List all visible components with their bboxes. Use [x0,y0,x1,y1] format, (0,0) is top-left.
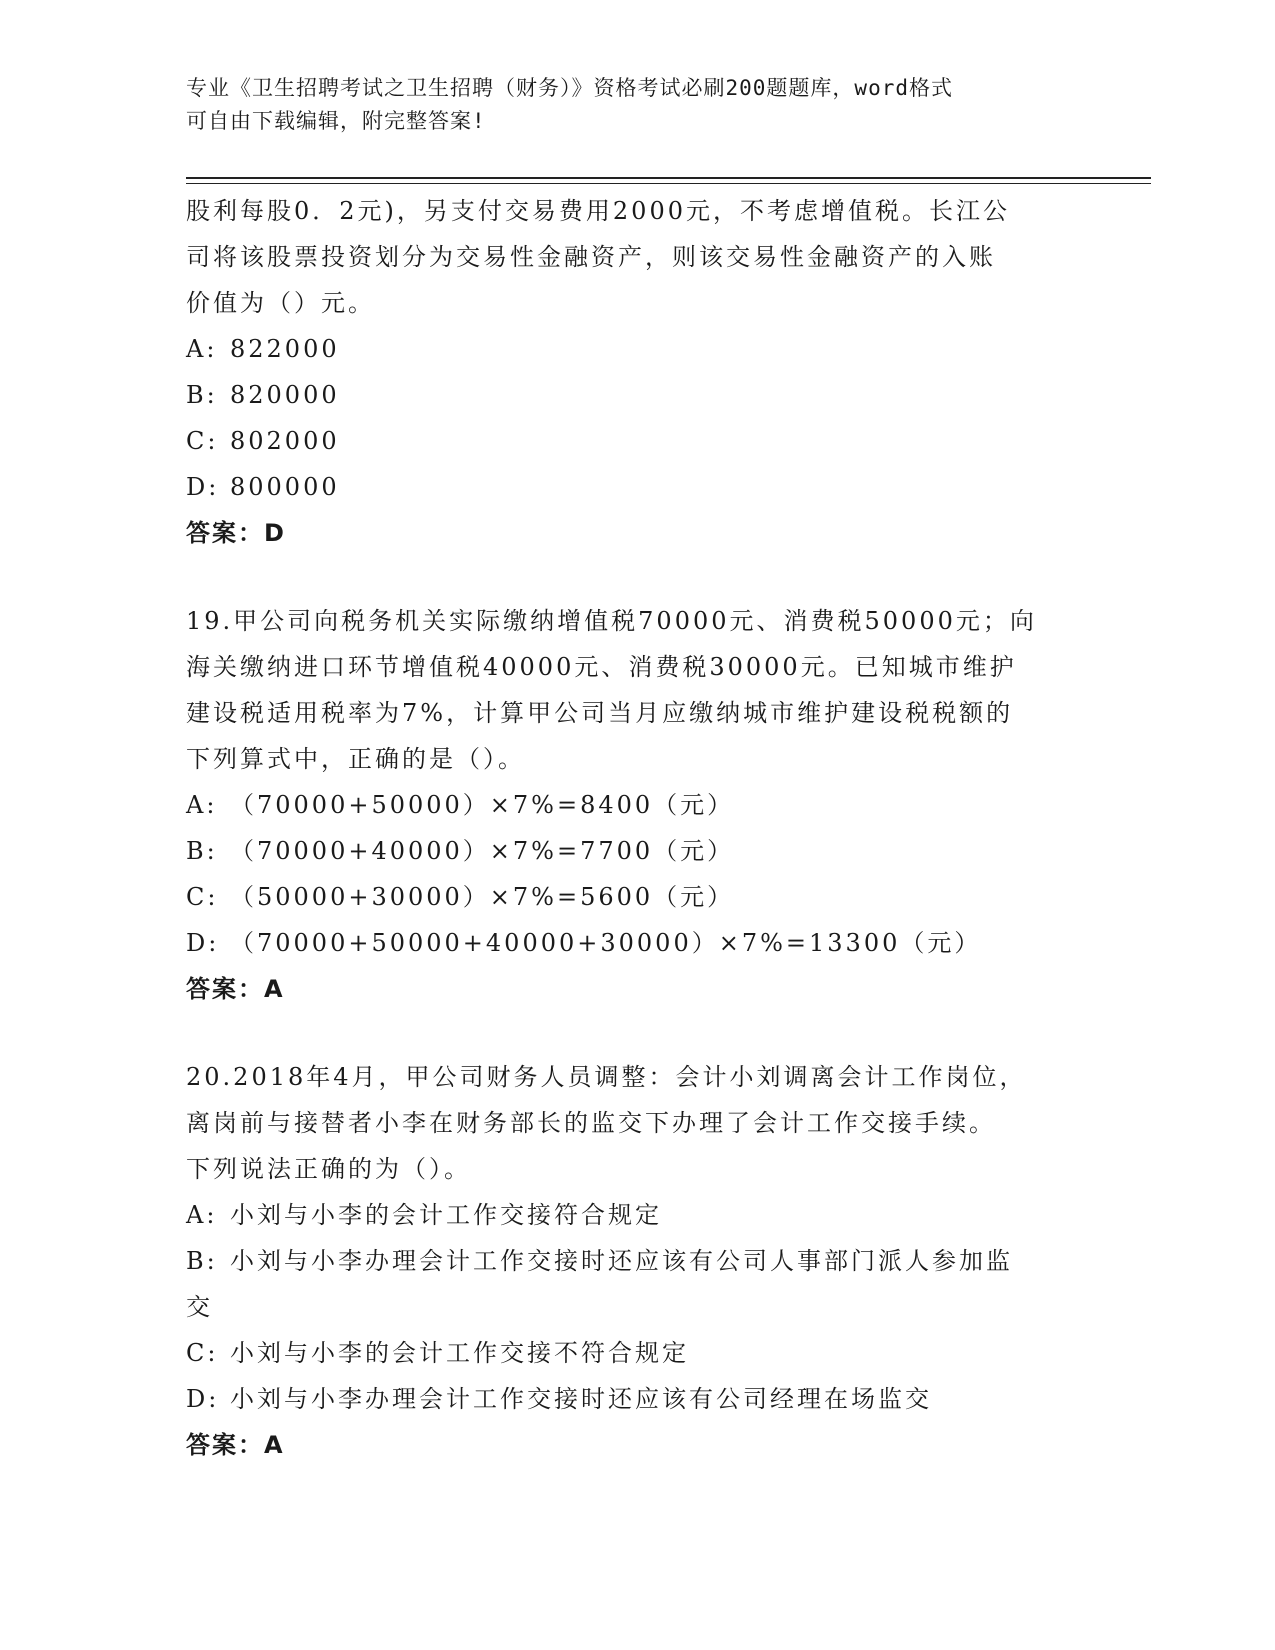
header-rule-thin [186,183,1151,184]
option-c [186,874,1086,920]
option-label: A: [186,1201,218,1229]
spacer [186,1012,1086,1054]
option-text: 小刘与小李的会计工作交接符合规定 [230,1201,662,1229]
option-d [186,920,1086,966]
answer: 答案：A [186,1431,285,1459]
option-b [186,372,1086,418]
option-label: A: [186,335,218,363]
page-header [186,72,1086,138]
option-text: 802000 [230,427,340,455]
option-label: B: [186,381,218,409]
option-label: A: [186,791,218,819]
option-label: B: [186,837,218,865]
question-20 [186,1054,1086,1468]
option-label: D: [186,1385,220,1413]
option-label: C: [186,883,219,911]
option-text: （70000+50000）×7%=8400（元） [230,791,735,819]
question-18 [186,188,1086,556]
option-text: 小刘与小李办理会计工作交接时还应该有公司经理在场监交 [230,1385,932,1413]
option-text: （50000+30000）×7%=5600（元） [230,883,735,911]
option-text: 小刘与小李的会计工作交接不符合规定 [230,1339,689,1367]
option-label: C: [186,427,219,455]
option-text: （70000+40000）×7%=7700（元） [230,837,735,865]
question-stem: 建设税适用税率为7%，计算甲公司当月应缴纳城市维护建设税税额的 [186,699,1014,727]
question-stem: 下列算式中，正确的是（）。 [186,745,525,773]
option-b-continuation: 交 [186,1293,213,1321]
option-a [186,326,1086,372]
answer: 答案：A [186,975,285,1003]
question-stem: 20.2018年4月，甲公司财务人员调整：会计小刘调离会计工作岗位， [186,1063,1027,1091]
question-stem: 股利每股0．2元)，另支付交易费用2000元，不考虑增值税。长江公 [186,197,1010,225]
option-text: 822000 [230,335,340,363]
question-stem: 下列说法正确的为（）。 [186,1155,471,1183]
option-a [186,782,1086,828]
spacer [186,556,1086,598]
option-a [186,1192,1086,1238]
question-stem: 19.甲公司向税务机关实际缴纳增值税70000元、消费税50000元；向 [186,607,1037,635]
option-text: （70000+50000+40000+30000）×7%=13300（元） [230,929,982,957]
option-c [186,418,1086,464]
option-b [186,1238,1086,1284]
option-b [186,828,1086,874]
document-body [186,188,1086,1468]
answer: 答案：D [186,519,286,547]
option-text: 小刘与小李办理会计工作交接时还应该有公司人事部门派人参加监 [230,1247,1013,1275]
option-d [186,1376,1086,1422]
option-d [186,464,1086,510]
option-c [186,1330,1086,1376]
question-19 [186,598,1086,1012]
question-stem: 司将该股票投资划分为交易性金融资产，则该交易性金融资产的入账 [186,243,996,271]
header-rule-thick [186,177,1151,179]
question-stem: 离岗前与接替者小李在财务部长的监交下办理了会计工作交接手续。 [186,1109,996,1137]
option-text: 800000 [230,473,340,501]
option-text: 820000 [230,381,340,409]
option-label: D: [186,473,220,501]
option-label: B: [186,1247,218,1275]
option-label: C: [186,1339,219,1367]
question-stem: 海关缴纳进口环节增值税40000元、消费税30000元。已知城市维护 [186,653,1017,681]
option-label: D: [186,929,220,957]
question-stem: 价值为（）元。 [186,289,375,317]
header-line-2: 可自由下载编辑，附完整答案! [186,109,486,133]
header-line-1: 专业《卫生招聘考试之卫生招聘（财务）》资格考试必刷200题题库，word格式 [186,76,953,100]
